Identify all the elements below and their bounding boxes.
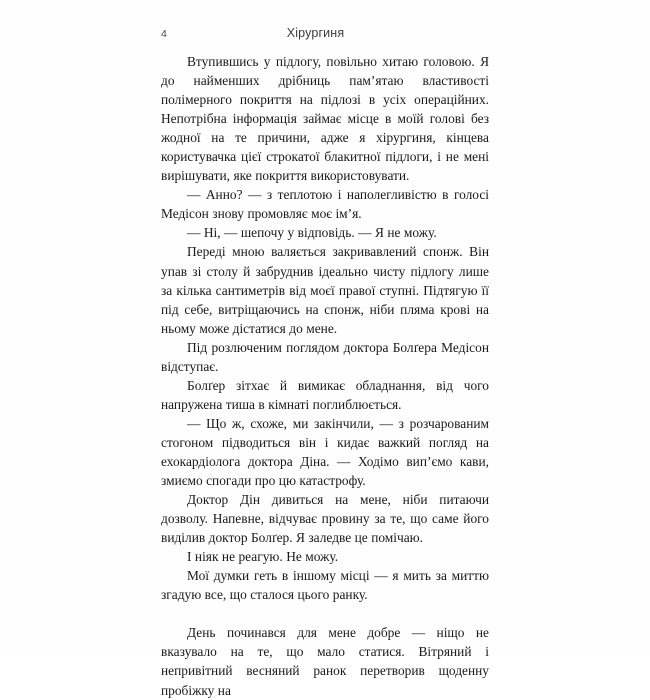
page-number: 4	[161, 28, 168, 40]
paragraph: — Ні, — шепочу у відповідь. — Я не можу.	[187, 225, 437, 241]
paragraph: Доктор Дін дивиться на мене, ніби питаючи дозволу. Напевне, відчуває провину за те, що саме його виділив доктор Болґер. Я заледве це помічаю.	[161, 492, 489, 546]
paragraph: Мої думки геть в іншому місці — я мить за миттю згадую все, що сталося цього ранку.	[161, 568, 489, 603]
running-title: Хірургиня	[286, 26, 345, 40]
paragraph: Під розлюченим поглядом доктора Болґера Медісон відступає.	[161, 339, 489, 374]
paragraph: — Анно? — з теплотою і наполегливістю в голосі Медісон знову промовляє моє ім’я.	[161, 187, 489, 222]
paragraph: — Що ж, схоже, ми закінчили, — з розчарованим стогоном підводиться він і кидає важкий погляд на ехокардіолога доктора Діна. — Ходімо вип’ємо кави, змиємо спогади про цю катастрофу.	[161, 415, 489, 489]
scene-break	[161, 604, 489, 623]
paragraph: День починався для мене добре — ніщо не вказувало на те, що мало статися. Вітряний і непривітний весняний ранок перетворив щоденну пробіжку на	[161, 625, 489, 698]
paragraph: Переді мною валяється закривавлений спонж. Він упав зі столу й забруднив ідеально чисту підлогу лише за кілька сантиметрів від моєї правої ступні. Підтягую її під себе, витріщаючись на спонж, ніби пляма крові на ньому може дістатися до мене.	[161, 244, 489, 336]
running-head	[161, 26, 488, 42]
paragraph: Болґер зітхає й вимикає обладнання, від чого напружена тиша в кімнаті поглиблюється.	[161, 377, 489, 412]
paragraph: І ніяк не реагую. Не можу.	[187, 549, 339, 565]
body-text-block	[161, 52, 489, 700]
paragraph: Втупившись у підлогу, повільно хитаю головою. Я до найменших дрібниць пам’ятаю властивості полімерного покриття на підлозі в усіх операційних. Непотрібна інформація займає місце в моїй голові без жодної на те причини, адже я хірургиня, кінцева користувачка цієї строкатої блакитної підлоги, і не мені вирішувати, яке покриття використовувати.	[161, 54, 489, 184]
